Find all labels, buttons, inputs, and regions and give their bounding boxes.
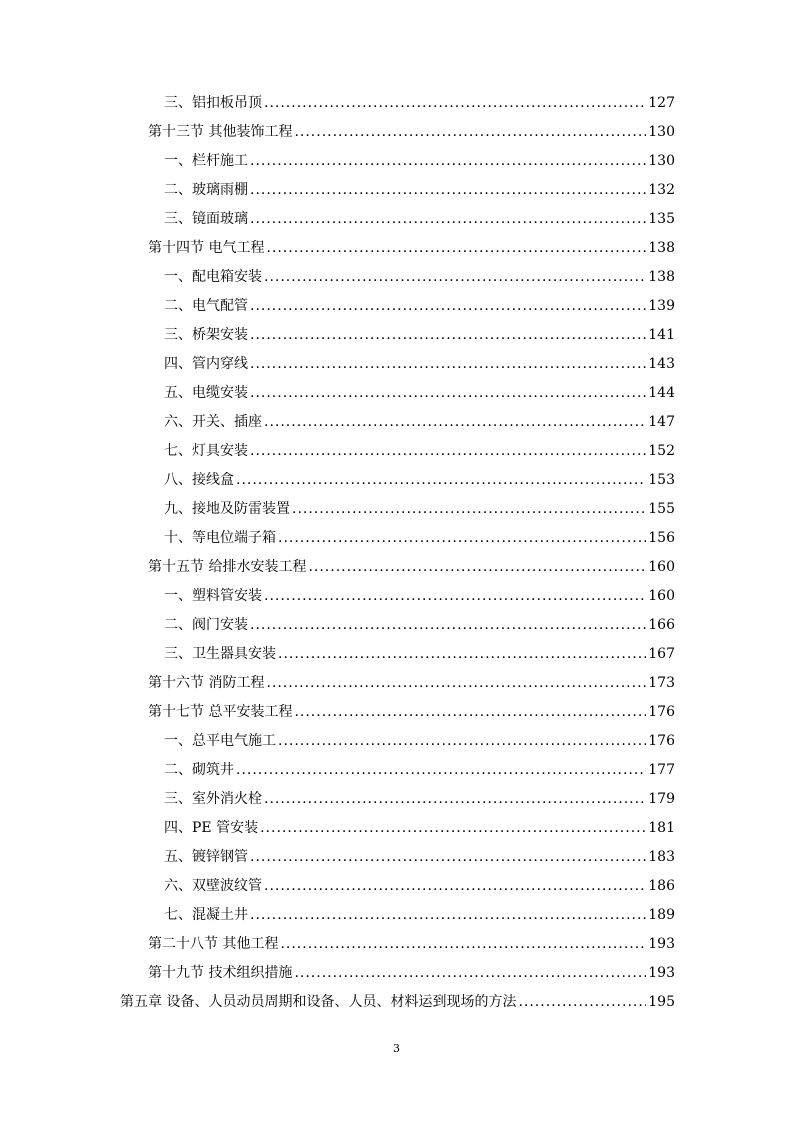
toc-entry-title: 三、镜面玻璃 [164,211,248,227]
toc-subsection-entry[interactable] [164,150,675,172]
toc-entry-page: 177 [648,762,675,778]
toc-entry-page: 195 [648,994,675,1010]
toc-subsection-entry[interactable] [164,875,675,897]
toc-section-entry[interactable] [148,237,675,259]
toc-dot-leader [264,788,646,810]
toc-entry-page: 186 [648,878,675,894]
toc-entry-page: 130 [648,124,675,140]
toc-subsection-entry[interactable] [164,788,675,810]
toc-entry-title: 二、砌筑井 [164,762,234,778]
toc-subsection-entry[interactable] [164,817,675,839]
toc-entry-title: 第十六节 消防工程 [148,675,265,691]
toc-subsection-entry[interactable] [164,92,675,114]
toc-entry-title: 六、开关、插座 [164,414,262,430]
toc-subsection-entry[interactable] [164,614,675,636]
toc-dot-leader [264,266,646,288]
toc-entry-page: 143 [648,356,675,372]
toc-entry-page: 132 [648,182,675,198]
toc-subsection-entry[interactable] [164,411,675,433]
toc-entry-page: 130 [648,153,675,169]
toc-entry-page: 138 [648,240,675,256]
toc-dot-leader [250,324,646,346]
toc-entry-title: 五、镀锌钢管 [164,849,248,865]
toc-entry-title: 五、电缆安装 [164,385,248,401]
toc-subsection-entry[interactable] [164,585,675,607]
toc-entry-title: 三、卫生器具安装 [164,646,276,662]
toc-subsection-entry[interactable] [164,440,675,462]
toc-dot-leader [250,353,646,375]
toc-entry-title: 三、室外消火栓 [164,791,262,807]
toc-subsection-entry[interactable] [164,353,675,375]
page-number: 3 [393,1042,400,1055]
toc-dot-leader [250,904,646,926]
toc-dot-leader [260,817,646,839]
toc-subsection-entry[interactable] [164,295,675,317]
toc-section-entry[interactable] [148,962,675,984]
toc-entry-page: 138 [648,269,675,285]
toc-entry-page: 193 [648,965,675,981]
toc-dot-leader [308,556,646,578]
toc-subsection-entry[interactable] [164,904,675,926]
toc-entry-page: 153 [648,472,675,488]
toc-entry-title: 一、配电箱安装 [164,269,262,285]
toc-entry-title: 二、阀门安装 [164,617,248,633]
toc-entry-title: 九、接地及防雷装置 [164,501,290,517]
toc-entry-page: 176 [648,704,675,720]
toc-subsection-entry[interactable] [164,324,675,346]
toc-dot-leader [518,991,646,1013]
toc-dot-leader [264,411,646,433]
toc-subsection-entry[interactable] [164,469,675,491]
toc-dot-leader [250,208,646,230]
toc-dot-leader [278,730,646,752]
toc-entry-title: 一、栏杆施工 [164,153,248,169]
toc-entry-page: 176 [648,733,675,749]
toc-entry-page: 189 [648,907,675,923]
toc-entry-title: 第十七节 总平安装工程 [148,704,293,720]
toc-chapter-entry[interactable] [120,991,675,1013]
toc-entry-page: 183 [648,849,675,865]
toc-entry-title: 二、玻璃雨棚 [164,182,248,198]
toc-dot-leader [236,469,646,491]
toc-entry-title: 第五章 设备、人员动员周期和设备、人员、材料运到现场的方法 [120,994,517,1010]
toc-dot-leader [250,614,646,636]
toc-dot-leader [294,701,646,723]
toc-dot-leader [278,643,646,665]
toc-dot-leader [236,759,646,781]
toc-entry-page: 166 [648,617,675,633]
toc-entry-title: 七、灯具安装 [164,443,248,459]
toc-entry-title: 第十五节 给排水安装工程 [148,559,307,575]
toc-dot-leader [250,846,646,868]
toc-entry-page: 152 [648,443,675,459]
toc-entry-title: 第十三节 其他装饰工程 [148,124,293,140]
toc-dot-leader [250,295,646,317]
toc-dot-leader [266,672,646,694]
toc-entry-title: 一、塑料管安装 [164,588,262,604]
toc-entry-page: 160 [648,559,675,575]
toc-subsection-entry[interactable] [164,730,675,752]
toc-entry-page: 173 [648,675,675,691]
toc-dot-leader [250,150,646,172]
toc-dot-leader [294,962,646,984]
toc-subsection-entry[interactable] [164,208,675,230]
toc-entry-title: 六、双壁波纹管 [164,878,262,894]
toc-dot-leader [250,440,646,462]
toc-entry-title: 八、接线盒 [164,472,234,488]
toc-subsection-entry[interactable] [164,179,675,201]
toc-entry-title: 四、PE 管安装 [164,820,259,836]
toc-entry-title: 十、等电位端子箱 [164,530,276,546]
toc-subsection-entry[interactable] [164,382,675,404]
toc-entry-page: 160 [648,588,675,604]
toc-entry-page: 147 [648,414,675,430]
toc-entry-title: 第二十八节 其他工程 [148,936,279,952]
toc-subsection-entry[interactable] [164,759,675,781]
toc-subsection-entry[interactable] [164,527,675,549]
toc-entry-title: 一、总平电气施工 [164,733,276,749]
toc-entry-page: 181 [648,820,675,836]
toc-entry-title: 七、混凝土井 [164,907,248,923]
toc-entry-page: 156 [648,530,675,546]
toc-subsection-entry[interactable] [164,266,675,288]
toc-entry-title: 三、铝扣板吊顶 [164,95,262,111]
toc-section-entry[interactable] [148,933,675,955]
toc-entry-page: 127 [648,95,675,111]
toc-entry-title: 四、管内穿线 [164,356,248,372]
toc-entry-page: 139 [648,298,675,314]
toc-dot-leader [264,92,646,114]
toc-subsection-entry[interactable] [164,643,675,665]
toc-dot-leader [294,121,646,143]
toc-subsection-entry[interactable] [164,498,675,520]
toc-entry-page: 135 [648,211,675,227]
toc-dot-leader [250,179,646,201]
toc-section-entry[interactable] [148,556,675,578]
toc-entry-title: 第十四节 电气工程 [148,240,265,256]
toc-subsection-entry[interactable] [164,846,675,868]
toc-entry-title: 三、桥架安装 [164,327,248,343]
toc-dot-leader [264,585,646,607]
toc-dot-leader [292,498,646,520]
toc-entry-title: 第十九节 技术组织措施 [148,965,293,981]
toc-dot-leader [250,382,646,404]
toc-dot-leader [264,875,646,897]
toc-section-entry[interactable] [148,672,675,694]
toc-entry-page: 141 [648,327,675,343]
toc-dot-leader [278,527,646,549]
toc-dot-leader [266,237,646,259]
toc-entry-page: 144 [648,385,675,401]
toc-entry-title: 二、电气配管 [164,298,248,314]
toc-dot-leader [280,933,646,955]
toc-section-entry[interactable] [148,701,675,723]
toc-entry-page: 193 [648,936,675,952]
toc-section-entry[interactable] [148,121,675,143]
toc-entry-page: 167 [648,646,675,662]
toc-entry-page: 155 [648,501,675,517]
toc-entry-page: 179 [648,791,675,807]
